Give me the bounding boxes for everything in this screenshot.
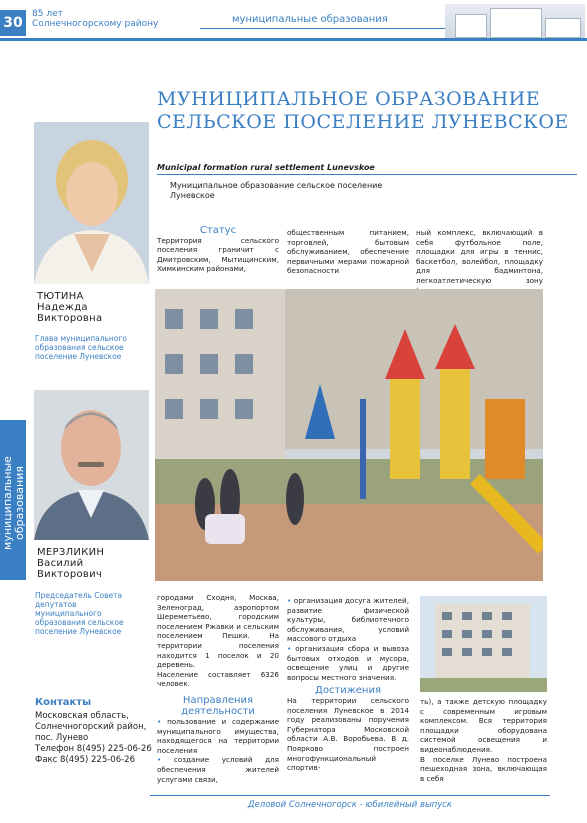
- anniversary-label: [32, 9, 158, 29]
- title-line2: СЕЛЬСКОЕ ПОСЕЛЕНИЕ ЛУНЕВСКОЕ: [157, 111, 569, 133]
- person2-role: Председатель Совета депутатов муниципального образования сельское поселение Луневское: [35, 591, 124, 636]
- contacts-block: Московская область, Солнечногорский район, пос. Лунево Телефон 8(495) 225-06-26 Факс 8(495) 225-06-26: [35, 711, 152, 765]
- page-number: 30: [0, 10, 26, 36]
- directions-bullet2: • создание условий для обеспечения жителей услугами связи,: [157, 755, 279, 784]
- side-band-label: муниципальные образования: [1, 456, 26, 550]
- activities-bullet2: • организация сбора и вывоза бытовых отходов и мусора, освещение улиц и другие вопросы местного значения.: [287, 643, 410, 682]
- directions-bullet1: • пользование и содержание муниципального имущества, находящегося на территории поселения: [157, 716, 280, 755]
- status-heading: Статус: [199, 225, 237, 236]
- header-building-image: [445, 4, 585, 38]
- contacts-heading: Контакты: [35, 697, 92, 708]
- header-rule: [0, 38, 587, 41]
- geography-text: городами Сходня, Москва, Зеленоград, аэропортом Шереметьево, городским поселением Ржавки и сельским поселением Пешки. На территории поселения находится 1 поселок и 20 деревень.: [157, 593, 279, 670]
- footer-text: Деловой Солнечногорск - юбилейный выпуск: [247, 800, 453, 810]
- contacts-fax: Факс 8(495) 225-06-26: [35, 755, 135, 765]
- playground-text: ть), а также детскую площадку с современным игровым комплексом. Вся территория площадки оборудована системой освещения и видеонаблюдения.: [420, 697, 547, 754]
- portrait-council-chairman: [34, 390, 149, 540]
- pedestrian-zone-text: В поселке Лунево построена пешеходная зона, включающая в себя: [420, 754, 547, 783]
- col1-bottom: [157, 593, 279, 784]
- subtitle-english: Municipal formation rural settlement Lunevskoe: [157, 163, 375, 172]
- status-column: [157, 226, 279, 274]
- directions-heading: Направления деятельности: [181, 694, 255, 717]
- apartment-building-photo: [420, 596, 547, 692]
- activities-bullet1: • организация досуга жителей, развитие физической культуры, библиотечного обслуживания, условий массового отдыха: [287, 596, 409, 644]
- status-text: Территория сельского поселения граничит с Дмитровским, Мытищинским, Химкинским районами,: [157, 235, 279, 274]
- portrait-head-of-municipality: [34, 122, 149, 284]
- subtitle-rule: [157, 174, 577, 175]
- title-line1: МУНИЦИПАЛЬНОЕ ОБРАЗОВАНИЕ: [157, 88, 541, 110]
- subtitle-russian: Муниципальное образование сельское поселение Луневское: [170, 181, 383, 200]
- playground-photo: [155, 289, 543, 581]
- achievements-heading: Достижения: [315, 685, 381, 697]
- person1-role: Глава муниципального образования сельское поселение Луневское: [35, 334, 127, 361]
- anniversary-line1: 85 лет: [32, 9, 63, 19]
- col3-top-text: ный комплекс, включающий в себя футбольное поле, площадки для игры в теннис, баскетбол, волейбол, площадку для бадминтона, легкоатлетическую зону: [416, 228, 543, 285]
- population-text: Население составляет 6326 человек.: [157, 669, 279, 689]
- achievements-text: На территории сельского поселения Луневское в 2014 году реализованы поручения Губернатора Московской области А.В. Воробьева. В д. Поярково построен многофункциональный спортив-: [287, 695, 409, 773]
- col3-bottom: [420, 697, 547, 783]
- contacts-phone: Телефон 8(495) 225-06-26: [35, 744, 152, 754]
- col2-bottom: [287, 596, 409, 773]
- person2-name: МЕРЗЛИКИН Василий Викторович: [37, 547, 105, 580]
- footer-rule: [150, 795, 550, 796]
- page-title: [157, 88, 577, 134]
- person1-name: ТЮТИНА Надежда Викторовна: [37, 291, 103, 324]
- section-label: муниципальные образования: [200, 14, 472, 29]
- col2-top-text: общественным питанием, торговлей, бытовым обслуживанием, обеспечение первичными мерами пожарной безопасности: [287, 228, 409, 276]
- anniversary-line2: Солнечногорскому району: [32, 19, 159, 29]
